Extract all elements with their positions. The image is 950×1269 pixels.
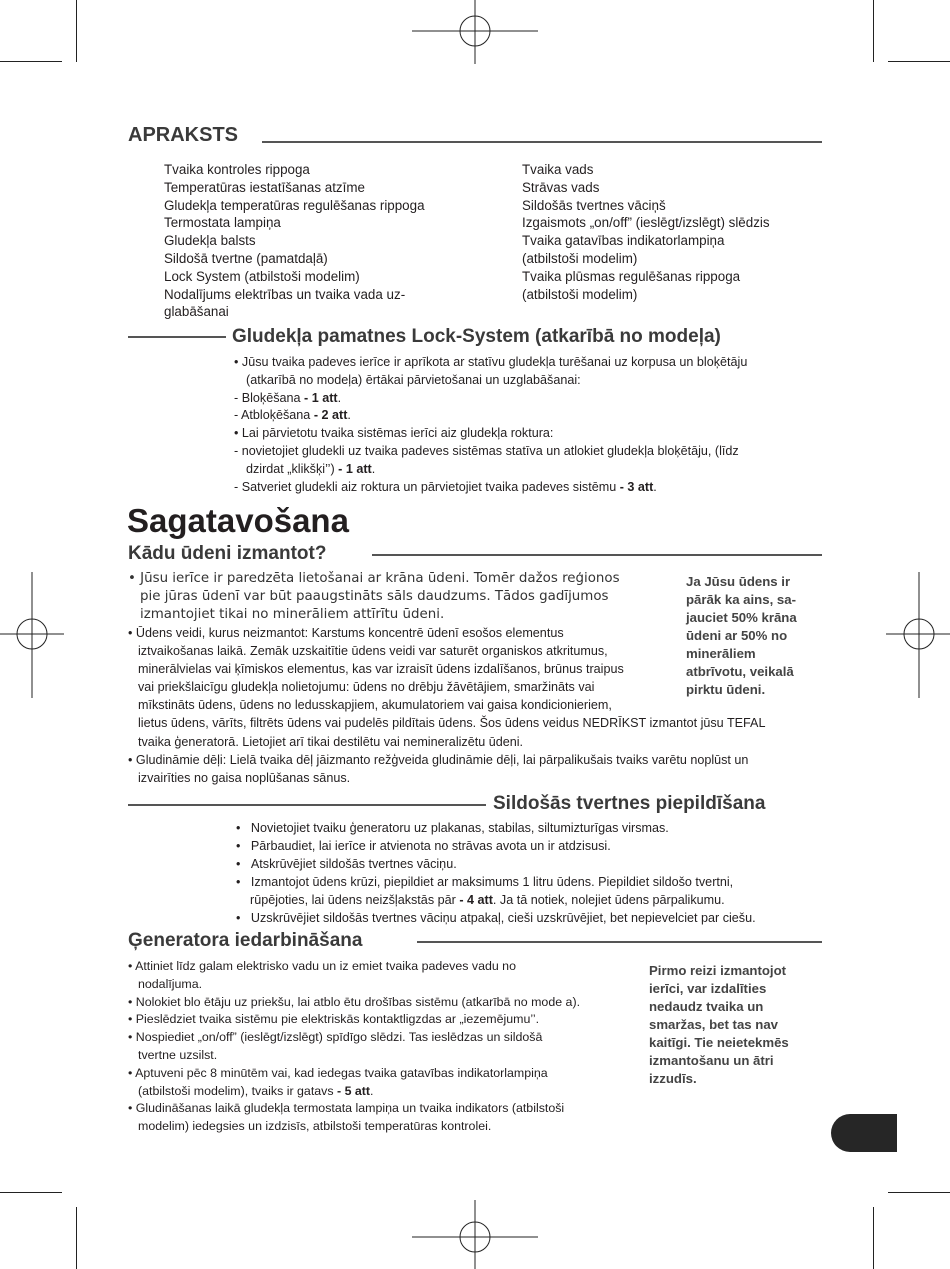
section-heading-apraksts: APRAKSTS <box>128 124 239 146</box>
note-line: pirktu ūdeni. <box>686 682 766 697</box>
description-right-column <box>522 161 770 303</box>
paragraph-line: • Ūdens veidi, kurus neizmantot: Karstums koncentrē ūdenī esošos elementus <box>128 626 564 640</box>
list-item: • Nolokiet blo ētāju uz priekšu, lai atblo ētu drošības sistēmu (atkarībā no mode a). <box>128 994 581 1009</box>
note-line: pārāk ka ains, sa- <box>686 592 796 607</box>
list-item: tvertne uzsilst. <box>138 1047 218 1062</box>
list-item: Termostata lampiņa <box>164 215 281 231</box>
list-item: • Uzskrūvējiet sildošās tvertnes vāciņu atpakaļ, cieši uzskrūvējiet, bet nepievelciet par ciešu. <box>236 910 756 925</box>
section-heading-generator: Ģeneratora iedarbināšana <box>128 930 363 951</box>
paragraph-line: • Lai pārvietotu tvaika sistēmas ierīci aiz gludekļa roktura: <box>234 426 554 441</box>
list-item: modelim) iedegsies un izdzisīs, atbilstoši temperatūras kontrolei. <box>138 1119 492 1134</box>
note-line: ierīci, var izdalīties <box>649 981 767 996</box>
heading-rule <box>128 336 226 338</box>
list-item: Tvaika gatavības indikatorlampiņa <box>522 233 725 249</box>
list-item: Strāvas vads <box>522 179 600 195</box>
heading-rule <box>417 941 822 943</box>
description-left-column <box>164 161 425 321</box>
list-item: Tvaika plūsmas regulēšanas rippoga <box>522 268 741 284</box>
note-line: atbrīvotu, veikalā <box>686 664 794 679</box>
paragraph-line: dzirdat „klikšķi’’) - 1 att. <box>246 461 376 476</box>
paragraph-line: - Satveriet gludekli aiz roktura un pārvietojiet tvaika padeves sistēmu - 3 att. <box>234 479 657 494</box>
registration-mark-icon <box>412 1200 538 1269</box>
figure-ref: - 4 att <box>459 892 493 907</box>
page-title: Sagatavošana <box>127 502 349 539</box>
paragraph-line: • Jūsu tvaika padeves ierīce ir aprīkota ar statīvu gludekļa turēšanai uz korpusa un bloķētāju <box>234 355 748 369</box>
heading-rule <box>262 141 822 143</box>
paragraph-line: iztvaikošanas laikā. Zemāk uzskaitītie ūdens veidi var saturēt organiskos atkritumus, <box>138 644 608 659</box>
note-line: Ja Jūsu ūdens ir <box>686 574 791 589</box>
registration-mark-icon <box>0 572 64 698</box>
list-item: (atbilstoši modelim) <box>522 250 638 266</box>
list-item: Lock System (atbilstoši modelim) <box>164 268 360 284</box>
note-line: izzudīs. <box>649 1071 697 1086</box>
list-item: • Nospiediet „on/off” (ieslēgt/izslēgt) spīdīgo slēdzi. Tas ieslēdzas un sildošā <box>128 1030 543 1045</box>
list-item: • Izmantojot ūdens krūzi, piepildiet ar maksimums 1 litru ūdens. Piepildiet sildošo tvertni, <box>236 874 734 889</box>
list-item: • Attiniet līdz galam elektrisko vadu un iz emiet tvaika padeves vadu no <box>128 959 516 973</box>
figure-ref: - 2 att <box>313 408 348 423</box>
paragraph-line: izvairīties no gaisa noplūšanas sānus. <box>138 770 351 785</box>
list-item: nodalījuma. <box>138 976 203 991</box>
paragraph-line: • Jūsu ierīce ir paredzēta lietošanai ar krāna ūdeni. Tomēr dažos reģionos <box>128 571 620 586</box>
list-item: Gludekļa balsts <box>164 233 256 249</box>
water-types <box>128 624 765 787</box>
figure-ref: - 3 att <box>619 479 654 494</box>
list-item: • Novietojiet tvaiku ģeneratoru uz plakanas, stabilas, siltumizturīgas virsmas. <box>236 821 669 835</box>
list-item: • Atskrūvējiet sildošās tvertnes vāciņu. <box>236 856 457 871</box>
water-intro <box>128 570 620 624</box>
paragraph-line: (atkarībā no modeļa) ērtākai pārvietošanai un uzglabāšanai: <box>246 372 581 387</box>
paragraph-line: izmantojiet tikai no minerāliem attīrītu ūdeni. <box>140 607 445 622</box>
list-item: Gludekļa temperatūras regulēšanas rippoga <box>164 197 425 213</box>
figure-ref: - 1 att <box>338 461 372 476</box>
heading-rule <box>128 804 486 806</box>
paragraph-line: minerālvielas vai ķīmiskos elementus, kas var izraisīt ūdens izdalīšanos, brūnus traipus <box>138 662 624 677</box>
list-item: Tvaika vads <box>522 162 594 177</box>
figure-ref: - 5 att <box>337 1083 371 1098</box>
list-item: (atbilstoši modelim), tvaiks ir gatavs - 5 att. <box>138 1083 374 1098</box>
paragraph-line: • Gludināmie dēļi: Lielā tvaika dēļ jāizmanto režģveida gludināmie dēļi, lai pārpalikušais tvaiks varētu noplūst un <box>128 752 749 767</box>
paragraph-line: mīkstināts ūdens, ūdens no ledusskapjiem, akumulatoriem vai gaisa kondicionieriem, <box>138 698 612 713</box>
note-line: kaitīgi. Tie neietekmēs <box>649 1035 789 1050</box>
list-item: Izgaismots „on/off” (ieslēgt/izslēgt) slēdzis <box>522 215 770 231</box>
page-edge-tab <box>831 1114 897 1152</box>
generator-steps <box>128 958 580 1136</box>
list-item: Tvaika kontroles rippoga <box>164 162 310 177</box>
paragraph-line: - novietojiet gludekli uz tvaika padeves sistēmas statīva un atlokiet gludekļa bloķētāju, (līdz <box>234 443 739 458</box>
paragraph-line: vai priekšlaicīgu gludekļa nolietojumu: ūdens no drēbju žāvētājiem, smaržināts vai <box>138 680 595 695</box>
paragraph-line: - Bloķēšana - 1 att. <box>234 390 342 405</box>
list-item: • Pieslēdziet tvaika sistēmu pie elektriskās kontaktligzdas ar „iezemējumu’’. <box>128 1012 540 1027</box>
section-heading-water: Kādu ūdeni izmantot? <box>128 543 327 564</box>
note-line: smaržas, bet tas nav <box>649 1017 779 1032</box>
lock-system-text <box>234 354 747 496</box>
heading-rule <box>372 554 822 556</box>
note-line: nedaudz tvaika un <box>649 999 764 1014</box>
list-item: Sildošās tvertnes vāciņš <box>522 197 666 213</box>
note-line: minerāliem <box>686 646 756 661</box>
figure-ref: - 1 att <box>304 390 338 405</box>
note-line: Pirmo reizi izmantojot <box>649 963 787 978</box>
list-item: glabāšanai <box>164 304 229 320</box>
generator-side-note <box>649 962 789 1088</box>
section-heading-filling: Sildošās tvertnes piepildīšana <box>493 793 766 814</box>
note-line: ūdeni ar 50% no <box>686 628 788 643</box>
filling-steps <box>236 820 756 927</box>
paragraph-line: - Atbloķēšana - 2 att. <box>234 408 351 423</box>
list-item: • Pārbaudiet, lai ierīce ir atvienota no strāvas avota un ir atdzisusi. <box>236 838 611 853</box>
registration-mark-icon <box>886 572 950 698</box>
paragraph-line: pie jūras ūdenī var būt paaugstināts sāls daudzums. Tādos gadījumos <box>140 589 609 604</box>
list-item: rūpējoties, lai ūdens neizšļakstās pār - 4 att. Ja tā notiek, nolejiet ūdens pārpalikumu. <box>250 892 725 907</box>
paragraph-line: tvaika ģeneratorā. Lietojiet arī tikai destilētu vai nemineralizētu ūdeni. <box>138 734 524 749</box>
note-line: jauciet 50% krāna <box>686 610 797 625</box>
list-item: • Gludināšanas laikā gludekļa termostata lampiņa un tvaika indikators (atbilstoši <box>128 1101 565 1116</box>
section-heading-lock-system: Gludekļa pamatnes Lock-System (atkarībā no modeļa) <box>232 326 721 347</box>
list-item: Sildošā tvertne (pamatdaļā) <box>164 250 328 266</box>
water-side-note <box>686 573 797 699</box>
note-line: izmantošanu un ātri <box>649 1053 774 1068</box>
list-item: Nodalījums elektrības un tvaika vada uz- <box>164 286 406 302</box>
list-item: Temperatūras iestatīšanas atzīme <box>164 179 365 195</box>
list-item: • Aptuveni pēc 8 minūtēm vai, kad iedegas tvaika gatavības indikatorlampiņa <box>128 1065 548 1080</box>
registration-mark-icon <box>412 0 538 66</box>
paragraph-line: lietus ūdens, vārīts, filtrēts ūdens vai pudelēs pildītais ūdens. Šos ūdens veidus NEDRĪKST izmantot jūsu TEFAL <box>138 716 766 731</box>
list-item: (atbilstoši modelim) <box>522 286 638 302</box>
